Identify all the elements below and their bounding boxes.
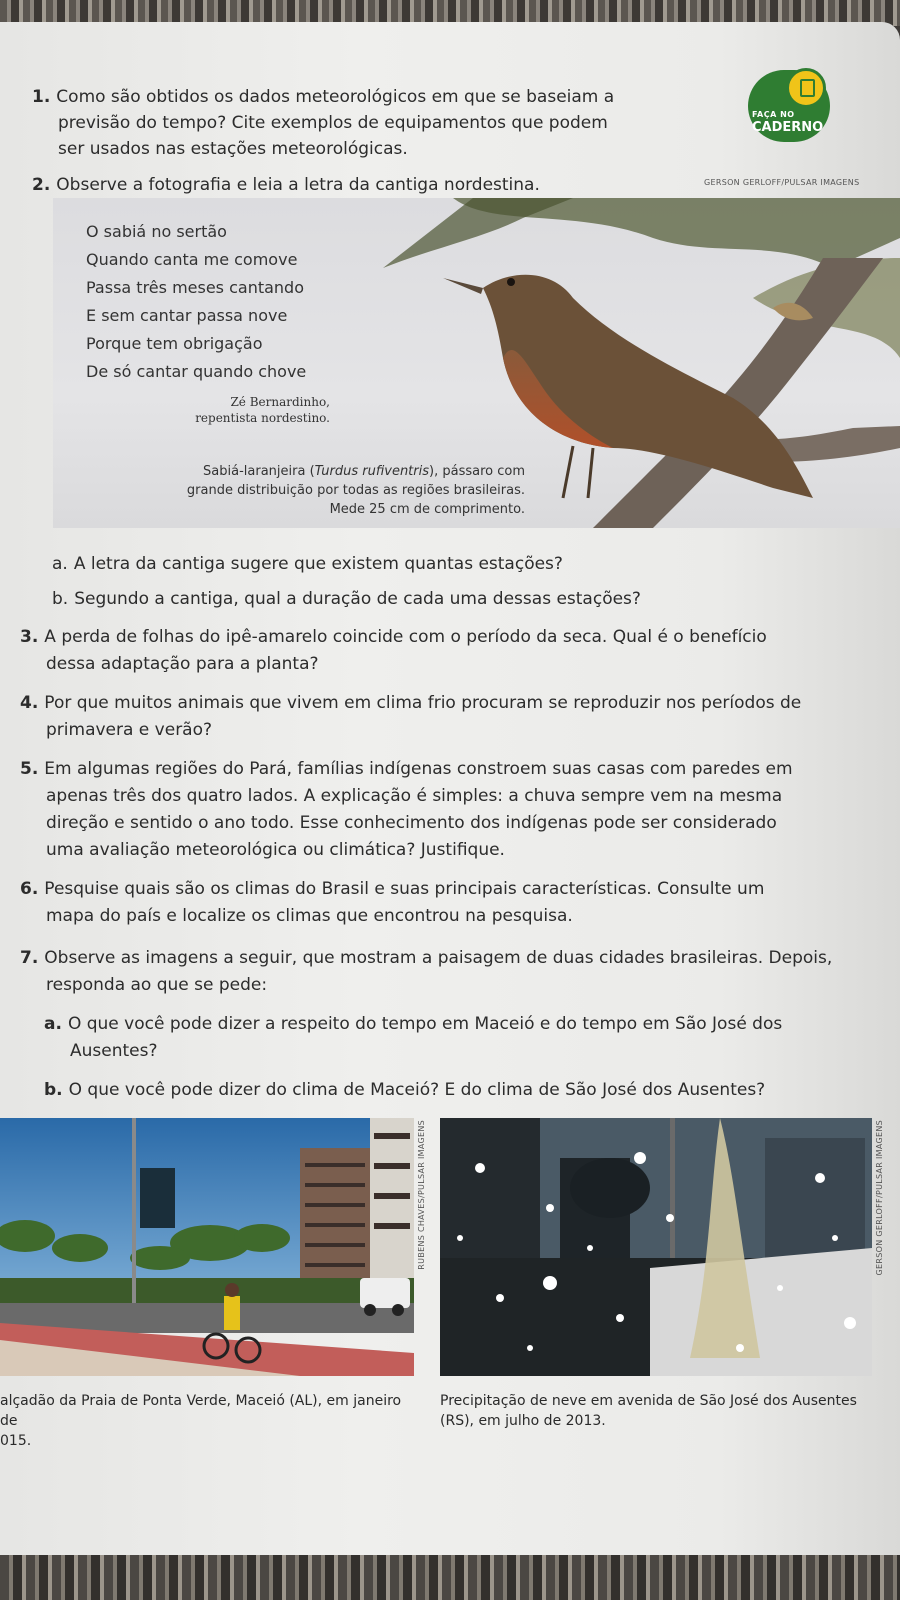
question-3-line-2: dessa adaptação para a planta? <box>46 654 319 674</box>
sao-jose-snow-image <box>440 1118 872 1376</box>
poem-author <box>170 394 330 426</box>
question-number: 3. <box>20 627 39 647</box>
bird-caption <box>170 462 525 519</box>
poem-line: O sabiá no sertão <box>86 222 227 241</box>
question-number: 4. <box>20 693 39 713</box>
question-number: 1. <box>32 87 51 107</box>
question-6 <box>20 876 764 902</box>
caption-line: alçadão da Praia de Ponta Verde, Maceió (AL), em janeiro de <box>0 1393 402 1429</box>
notebook-icon <box>786 68 826 108</box>
question-number: 2. <box>32 175 51 195</box>
species-name: Turdus rufiventris <box>314 464 430 479</box>
item-letter: b. <box>52 589 69 609</box>
badge-big-text: CADERNO <box>752 120 824 135</box>
question-number: 5. <box>20 759 39 779</box>
question-number: 7. <box>20 948 39 968</box>
cantiga-poem <box>86 218 306 386</box>
question-text-line: Observe as imagens a seguir, que mostram a paisagem de duas cidades brasileiras. Depois, <box>44 948 833 968</box>
bird-photo-credit: GERSON GERLOFF/PULSAR IMAGENS <box>704 178 860 187</box>
item-letter: a. <box>52 554 68 574</box>
question-text-line: Por que muitos animais que vivem em clima frio procuram se reproduzir nos períodos de <box>44 693 802 713</box>
maceio-caption <box>0 1391 420 1451</box>
question-3 <box>20 624 767 650</box>
question-5-line-2: apenas três dos quatro lados. A explicação é simples: a chuva sempre vem na mesma <box>46 786 783 806</box>
faca-no-caderno-badge <box>748 70 830 142</box>
question-7a <box>44 1011 782 1037</box>
item-letter: b. <box>44 1080 63 1100</box>
maceio-beach-image <box>0 1118 414 1376</box>
question-5-line-4: uma avaliação meteorológica ou climática? Justifique. <box>46 840 505 860</box>
caption-line <box>170 462 525 481</box>
caption-line: (RS), em julho de 2013. <box>440 1413 606 1429</box>
snow-photo-credit: GERSON GERLOFF/PULSAR IMAGENS <box>875 1120 884 1276</box>
poem-line: Quando canta me comove <box>86 250 298 269</box>
caption-line: Precipitação de neve em avenida de São José dos Ausentes <box>440 1393 857 1409</box>
caption-part: ), pássaro com <box>429 464 525 479</box>
question-text-line: A perda de folhas do ipê-amarelo coincide com o período da seca. Qual é o benefício <box>44 627 767 647</box>
question-7b <box>44 1077 765 1103</box>
caption-line: Mede 25 cm de comprimento. <box>329 502 525 517</box>
caption-part: Sabiá-laranjeira ( <box>203 464 315 479</box>
item-letter: a. <box>44 1014 62 1034</box>
question-7a-line-2: Ausentes? <box>70 1041 158 1061</box>
question-4-line-2: primavera e verão? <box>46 720 213 740</box>
question-1-line-2: previsão do tempo? Cite exemplos de equipamentos que podem <box>58 113 608 133</box>
question-2 <box>32 172 540 198</box>
question-7 <box>20 945 832 971</box>
question-number: 6. <box>20 879 39 899</box>
poem-line: E sem cantar passa nove <box>86 306 288 325</box>
question-5 <box>20 756 793 782</box>
question-2b <box>52 586 641 612</box>
author-name: Zé Bernardinho, <box>230 395 330 409</box>
question-text-line: Em algumas regiões do Pará, famílias indígenas constroem suas casas com paredes em <box>44 759 793 779</box>
question-text-line: Pesquise quais são os climas do Brasil e suas principais características. Consulte um <box>44 879 765 899</box>
granite-surface-bottom <box>0 1555 900 1600</box>
author-role: repentista nordestino. <box>195 411 330 425</box>
snow-caption <box>440 1391 880 1431</box>
maceio-photo <box>0 1118 414 1376</box>
caption-line: grande distribuição por todas as regiões brasileiras. <box>186 483 525 498</box>
item-text: A letra da cantiga sugere que existem quantas estações? <box>73 554 563 574</box>
snow-photo <box>440 1118 872 1376</box>
maceio-photo-credit: RUBENS CHAVES/PULSAR IMAGENS <box>417 1120 426 1270</box>
question-5-line-3: direção e sentido o ano todo. Esse conhecimento dos indígenas pode ser considerado <box>46 813 777 833</box>
question-2a <box>52 551 563 577</box>
question-text: Observe a fotografia e leia a letra da cantiga nordestina. <box>56 175 540 195</box>
question-4 <box>20 690 801 716</box>
poem-line: Porque tem obrigação <box>86 334 263 353</box>
item-text: Segundo a cantiga, qual a duração de cada uma dessas estações? <box>74 589 641 609</box>
question-text-line: Como são obtidos os dados meteorológicos em que se baseiam a <box>56 87 615 107</box>
question-6-line-2: mapa do país e localize os climas que encontrou na pesquisa. <box>46 906 573 926</box>
item-text-line: O que você pode dizer a respeito do tempo em Maceió e do tempo em São José dos <box>67 1014 783 1034</box>
question-1 <box>32 84 614 110</box>
poem-line: De só cantar quando chove <box>86 362 307 381</box>
question-7-line-2: responda ao que se pede: <box>46 975 268 995</box>
item-text: O que você pode dizer do clima de Maceió? E do clima de São José dos Ausentes? <box>68 1080 766 1100</box>
caption-line: 015. <box>0 1433 32 1449</box>
question-1-line-3: ser usados nas estações meteorológicas. <box>58 139 408 159</box>
badge-small-text: FAÇA NO <box>752 110 795 119</box>
poem-line: Passa três meses cantando <box>86 278 304 297</box>
